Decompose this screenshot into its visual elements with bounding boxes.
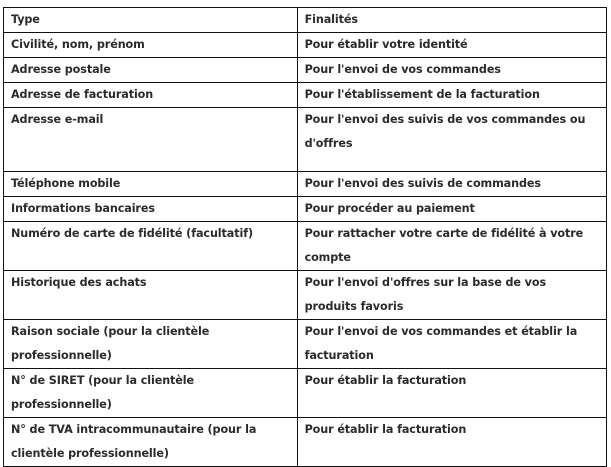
purpose-cell	[297, 58, 606, 83]
header-type	[4, 8, 298, 33]
header-purpose-label: Finalités	[304, 13, 358, 26]
purpose-text: Pour procéder au paiement	[304, 202, 475, 215]
purpose-cell	[297, 108, 606, 172]
table-row	[4, 83, 607, 108]
type-text: Adresse e-mail	[11, 113, 104, 126]
purpose-cell	[297, 172, 606, 197]
type-text: Numéro de carte de fidélité (facultatif)	[11, 227, 253, 240]
purpose-cell	[297, 222, 606, 271]
table-header-row	[4, 8, 607, 33]
type-cell	[4, 222, 298, 271]
type-text: Informations bancaires	[11, 202, 155, 215]
type-text: Historique des achats	[11, 276, 147, 289]
type-text: N° de TVA intracommunautaire (pour la clientèle professionnelle)	[11, 423, 257, 460]
table-row	[4, 33, 607, 58]
table-row	[4, 271, 607, 320]
purpose-cell	[297, 197, 606, 222]
table-row	[4, 58, 607, 83]
table-row	[4, 108, 607, 172]
type-text: N° de SIRET (pour la clientèle professionnelle)	[11, 374, 195, 411]
type-text: Adresse de facturation	[11, 88, 154, 101]
purpose-cell	[297, 83, 606, 108]
purpose-cell	[297, 33, 606, 58]
purpose-cell	[297, 271, 606, 320]
type-text: Adresse postale	[11, 63, 111, 76]
purpose-text: Pour l'envoi de vos commandes et établir la facturation	[304, 325, 578, 362]
data-purpose-table	[3, 7, 607, 467]
table-row	[4, 369, 607, 418]
purpose-text: Pour l'envoi de vos commandes	[304, 63, 501, 76]
type-cell	[4, 418, 298, 467]
type-text: Téléphone mobile	[11, 177, 121, 190]
purpose-text: Pour l'envoi d'offres sur la base de vos produits favoris	[304, 276, 546, 313]
table-row	[4, 197, 607, 222]
purpose-text: Pour établir votre identité	[304, 38, 468, 51]
type-cell	[4, 83, 298, 108]
table-row	[4, 320, 607, 369]
type-cell	[4, 197, 298, 222]
table-row	[4, 222, 607, 271]
type-text: Civilité, nom, prénom	[11, 38, 145, 51]
type-cell	[4, 369, 298, 418]
type-cell	[4, 58, 298, 83]
purpose-cell	[297, 369, 606, 418]
purpose-text: Pour établir la facturation	[304, 374, 467, 387]
purpose-text: Pour établir la facturation	[304, 423, 467, 436]
table-row	[4, 172, 607, 197]
header-type-label: Type	[11, 13, 40, 26]
type-text: Raison sociale (pour la clientèle professionnelle)	[11, 325, 210, 362]
purpose-text: Pour l'envoi des suivis de vos commandes ou d'offres	[304, 113, 586, 150]
type-cell	[4, 320, 298, 369]
table-row	[4, 418, 607, 467]
purpose-cell	[297, 418, 606, 467]
purpose-cell	[297, 320, 606, 369]
type-cell	[4, 33, 298, 58]
header-purpose	[297, 8, 606, 33]
type-cell	[4, 172, 298, 197]
purpose-text: Pour l'établissement de la facturation	[304, 88, 540, 101]
purpose-text: Pour rattacher votre carte de fidélité à votre compte	[304, 227, 584, 264]
type-cell	[4, 108, 298, 172]
purpose-text: Pour l'envoi des suivis de commandes	[304, 177, 541, 190]
type-cell	[4, 271, 298, 320]
